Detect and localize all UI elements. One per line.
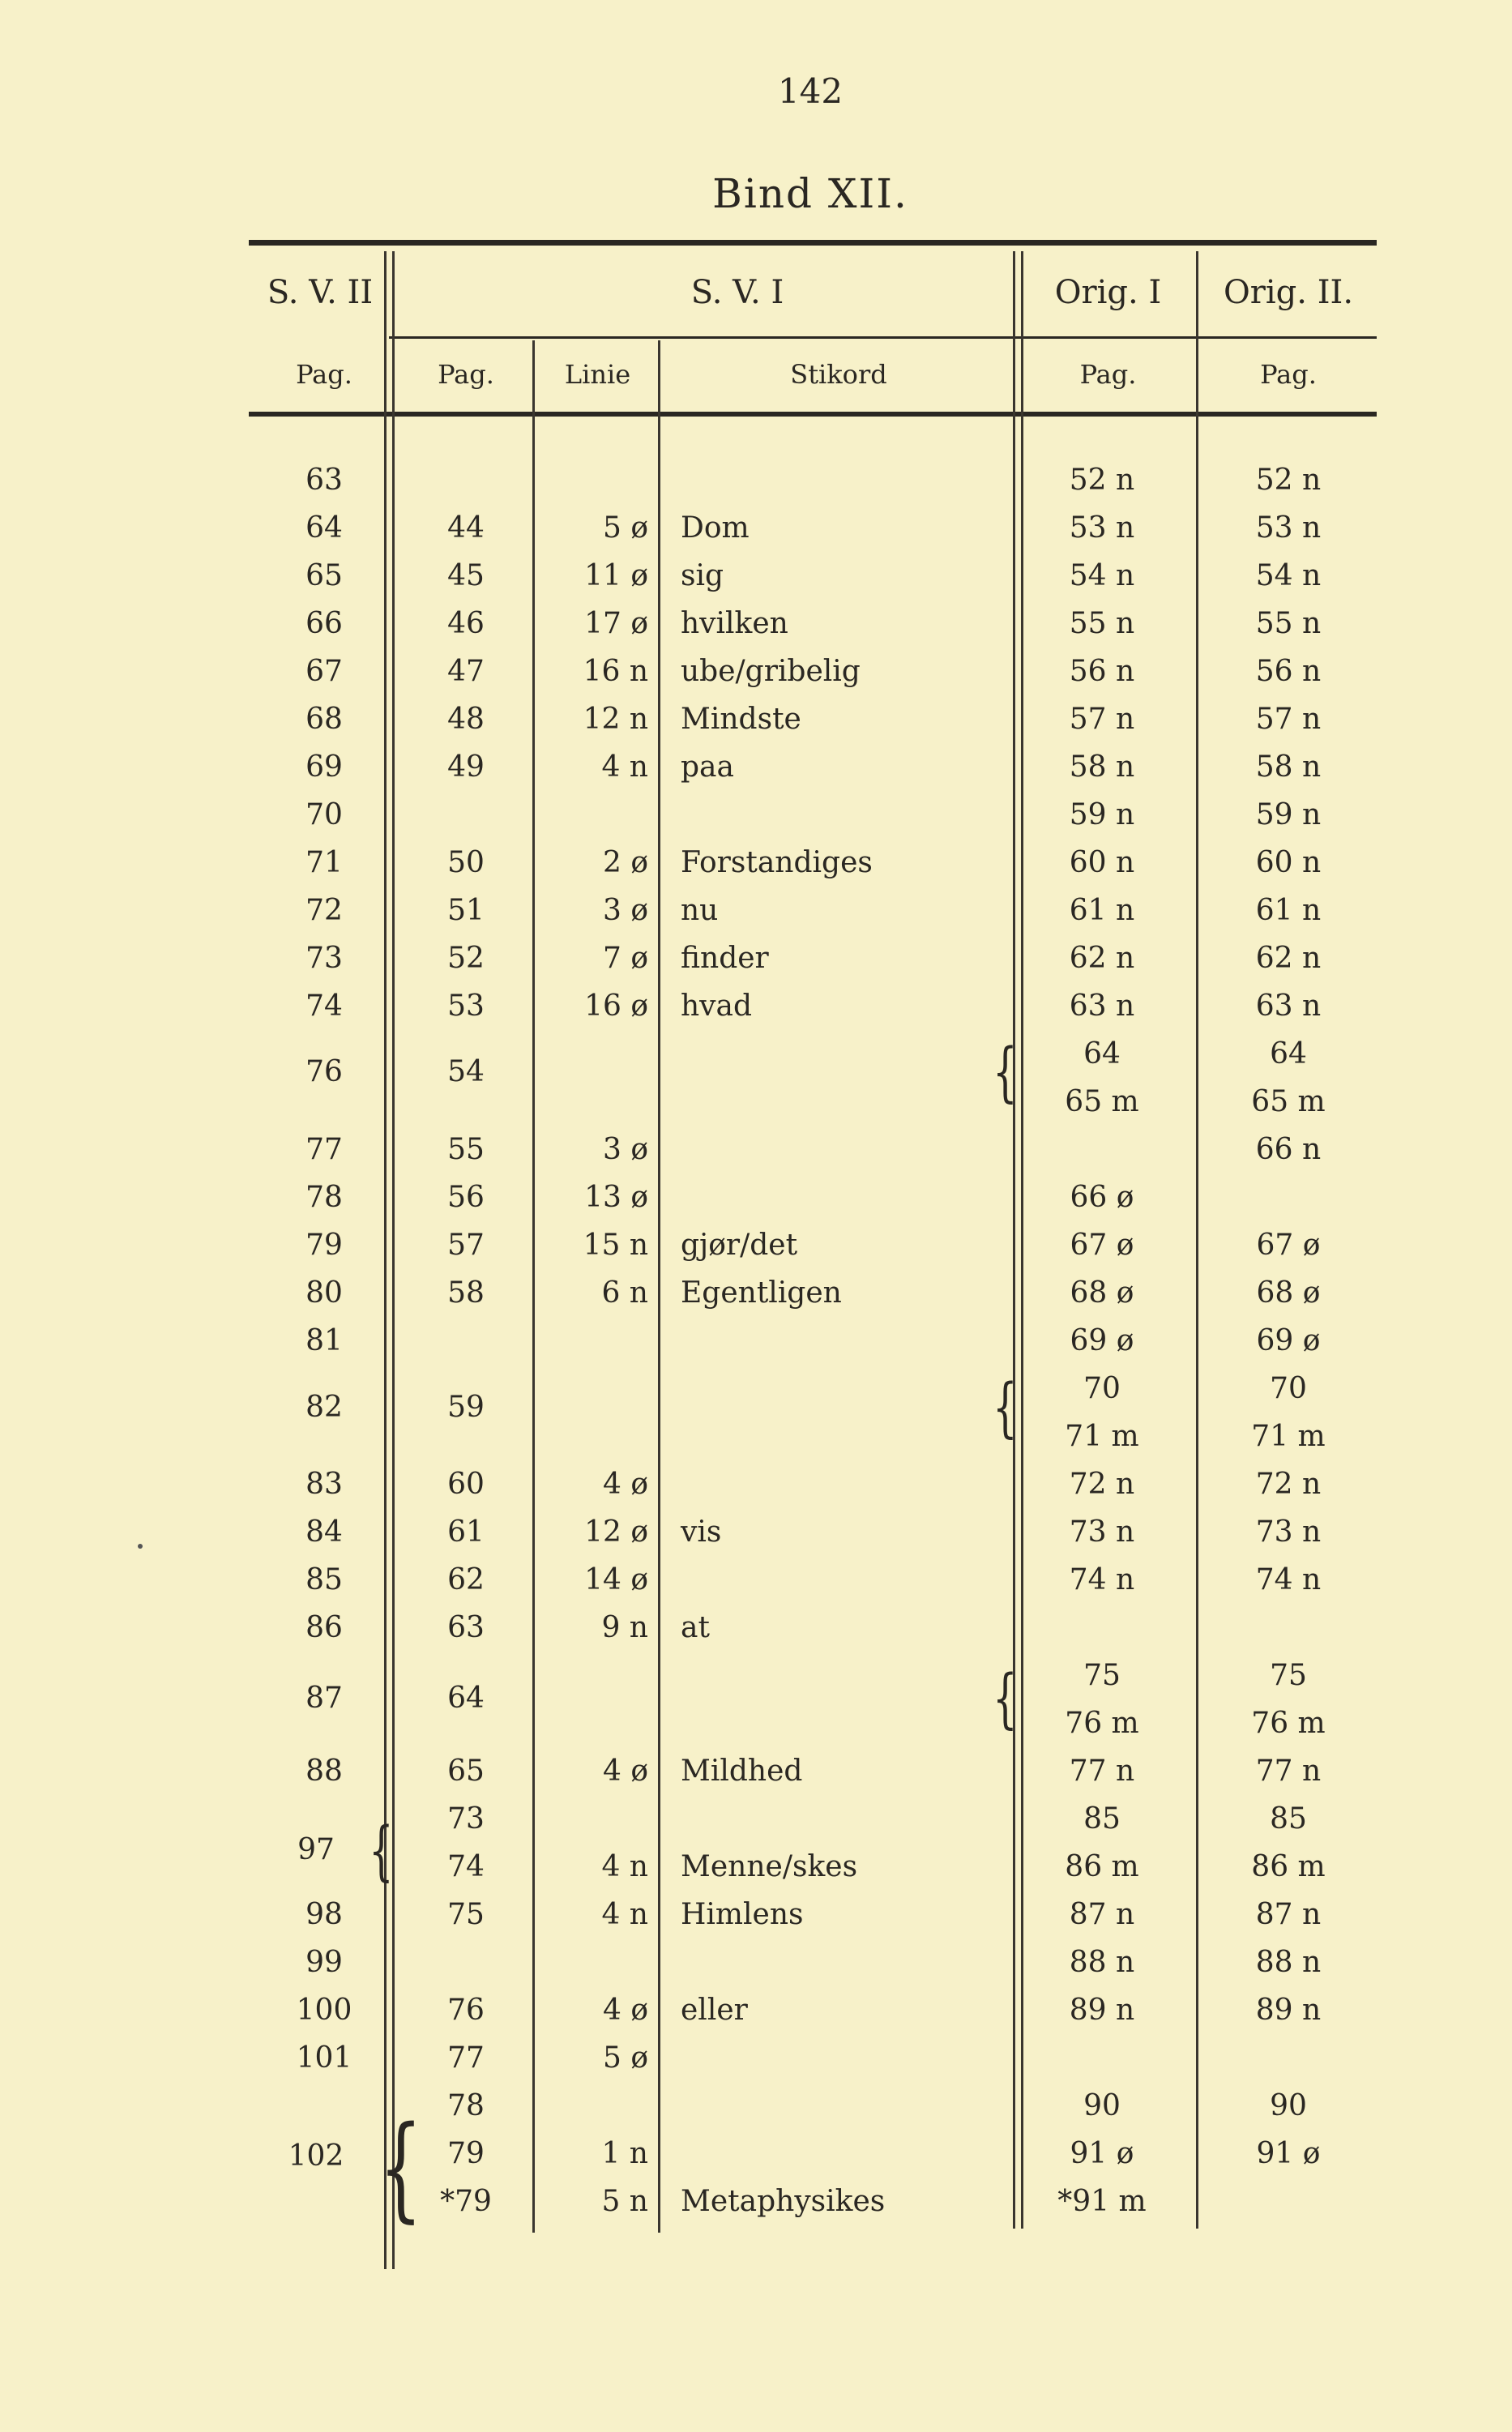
table-cell-linie: 4 n bbox=[601, 750, 648, 784]
subheader-sv2-pag: Pag. bbox=[296, 359, 352, 390]
table-cell-linie: 5 ø bbox=[602, 2041, 648, 2075]
column-divider-linie bbox=[658, 340, 660, 2233]
table-cell-o1: 69 ø bbox=[1070, 1324, 1134, 1357]
column-divider-orig2 bbox=[1196, 251, 1198, 2229]
table-cell-pag: 73 bbox=[447, 1802, 485, 1836]
table-cell-o1: 90 bbox=[1083, 2089, 1121, 2122]
table-cell-linie: 4 n bbox=[601, 1850, 648, 1883]
table-cell-sv2: 99 bbox=[305, 1946, 343, 1979]
table-cell-linie: 3 ø bbox=[602, 1133, 648, 1166]
table-cell-o2: 77 n bbox=[1255, 1755, 1322, 1788]
table-cell-pag: 51 bbox=[447, 894, 485, 927]
table-cell-o1: 73 n bbox=[1069, 1515, 1135, 1549]
table-cell-sv2: 98 bbox=[305, 1898, 343, 1931]
table-cell-o2: 88 n bbox=[1255, 1946, 1322, 1979]
subheader-orig2-pag: Pag. bbox=[1260, 359, 1317, 390]
table-cell-stikord: finder bbox=[681, 942, 769, 975]
table-cell-pag: 63 bbox=[447, 1611, 485, 1644]
table-cell-o1: 86 m bbox=[1065, 1850, 1139, 1883]
table-cell-linie: 13 ø bbox=[584, 1181, 648, 1214]
table-cell-stikord: vis bbox=[681, 1515, 722, 1549]
table-cell-o2: 86 m bbox=[1251, 1850, 1326, 1883]
table-cell-o2: 65 m bbox=[1251, 1085, 1326, 1118]
page-heading: Bind XII. bbox=[712, 170, 908, 217]
merged-sv2: 82 bbox=[305, 1391, 343, 1424]
table-cell-pag: 47 bbox=[447, 655, 485, 688]
table-cell-linie: 3 ø bbox=[602, 894, 648, 927]
table-cell-sv2: 74 bbox=[305, 989, 343, 1023]
table-header-divider bbox=[389, 336, 1377, 339]
table-cell-pag: 46 bbox=[447, 607, 485, 640]
merged-sv2: 102 bbox=[288, 2139, 344, 2173]
table-top-rule bbox=[249, 240, 1377, 246]
table-cell-linie: 4 n bbox=[601, 1898, 648, 1931]
table-cell-o1: 59 n bbox=[1069, 798, 1135, 831]
table-cell-stikord: Dom bbox=[681, 511, 750, 545]
table-cell-linie: 5 n bbox=[601, 2185, 648, 2218]
table-cell-o2: 76 m bbox=[1251, 1707, 1326, 1740]
column-divider-orig1 bbox=[1013, 251, 1015, 2229]
table-cell-sv2: 73 bbox=[305, 942, 343, 975]
table-cell-o1: 91 ø bbox=[1070, 2137, 1134, 2170]
table-cell-o1: 57 n bbox=[1069, 703, 1135, 736]
table-cell-pag: 77 bbox=[447, 2041, 485, 2075]
table-cell-stikord: Mildhed bbox=[681, 1755, 803, 1788]
table-cell-linie: 2 ø bbox=[602, 846, 648, 879]
table-cell-sv2: 69 bbox=[305, 750, 343, 784]
table-cell-o2: 53 n bbox=[1255, 511, 1322, 545]
table-cell-o1: 60 n bbox=[1069, 846, 1135, 879]
table-cell-o2: 87 n bbox=[1255, 1898, 1322, 1931]
table-cell-linie: 11 ø bbox=[584, 559, 648, 592]
table-cell-o1: 54 n bbox=[1069, 559, 1135, 592]
table-cell-stikord: hvad bbox=[681, 989, 753, 1023]
table-cell-sv2: 77 bbox=[305, 1133, 343, 1166]
column-divider-sv2-double bbox=[392, 251, 395, 2269]
table-cell-o1: *91 m bbox=[1057, 2185, 1147, 2218]
table-cell-linie: 16 ø bbox=[584, 989, 648, 1023]
table-cell-o1: 55 n bbox=[1069, 607, 1135, 640]
table-cell-o2: 63 n bbox=[1255, 989, 1322, 1023]
column-divider-pag bbox=[532, 340, 535, 2233]
table-cell-stikord: nu bbox=[681, 894, 719, 927]
table-cell-pag: 48 bbox=[447, 703, 485, 736]
table-cell-o1: 85 bbox=[1083, 1802, 1121, 1836]
table-cell-pag: 65 bbox=[447, 1755, 485, 1788]
table-cell-stikord: eller bbox=[681, 1994, 748, 2027]
table-cell-sv2: 88 bbox=[305, 1755, 343, 1788]
table-cell-pag: 55 bbox=[447, 1133, 485, 1166]
table-cell-o1: 68 ø bbox=[1070, 1276, 1134, 1310]
table-cell-pag: 74 bbox=[447, 1850, 485, 1883]
table-cell-stikord: Menne/skes bbox=[681, 1850, 858, 1883]
table-cell-sv2: 79 bbox=[305, 1229, 343, 1262]
table-cell-o2: 66 n bbox=[1255, 1133, 1322, 1166]
table-cell-pag: 79 bbox=[447, 2137, 485, 2170]
header-sv2: S. V. II bbox=[267, 274, 374, 311]
table-cell-sv2: 86 bbox=[305, 1611, 343, 1644]
table-cell-pag: 78 bbox=[447, 2089, 485, 2122]
table-cell-linie: 4 ø bbox=[602, 1994, 648, 2027]
table-cell-sv2: 84 bbox=[305, 1515, 343, 1549]
table-cell-stikord: paa bbox=[681, 750, 734, 784]
table-cell-pag: 75 bbox=[447, 1898, 485, 1931]
table-cell-sv2: 65 bbox=[305, 559, 343, 592]
table-cell-sv2: 71 bbox=[305, 846, 343, 879]
table-cell-sv2: 78 bbox=[305, 1181, 343, 1214]
table-cell-sv2: 70 bbox=[305, 798, 343, 831]
table-cell-pag: 76 bbox=[447, 1994, 485, 2027]
table-cell-o2: 72 n bbox=[1255, 1468, 1322, 1501]
table-cell-linie: 12 n bbox=[583, 703, 648, 736]
table-cell-o2: 58 n bbox=[1255, 750, 1322, 784]
table-cell-o1: 74 n bbox=[1069, 1563, 1135, 1596]
table-cell-o2: 60 n bbox=[1255, 846, 1322, 879]
table-cell-o1: 52 n bbox=[1069, 464, 1135, 497]
table-cell-o2: 57 n bbox=[1255, 703, 1322, 736]
column-divider-sv2 bbox=[384, 251, 387, 2269]
table-cell-pag: *79 bbox=[440, 2185, 492, 2218]
table-cell-pag: 50 bbox=[447, 846, 485, 879]
table-cell-pag: 61 bbox=[447, 1515, 485, 1549]
brace-group: { bbox=[993, 1370, 1018, 1445]
table-cell-linie: 15 n bbox=[583, 1229, 648, 1262]
table-cell-sv2: 81 bbox=[305, 1324, 343, 1357]
table-cell-stikord: gjør/det bbox=[681, 1229, 798, 1262]
table-cell-o2: 55 n bbox=[1255, 607, 1322, 640]
table-cell-o1: 58 n bbox=[1069, 750, 1135, 784]
merged-sv2: 76 bbox=[305, 1055, 343, 1088]
table-cell-pag: 53 bbox=[447, 989, 485, 1023]
table-cell-o2: 89 n bbox=[1255, 1994, 1322, 2027]
table-cell-sv2: 67 bbox=[305, 655, 343, 688]
table-cell-stikord: sig bbox=[681, 559, 724, 592]
table-cell-o2: 56 n bbox=[1255, 655, 1322, 688]
table-cell-stikord: ube/gribelig bbox=[681, 655, 861, 688]
column-divider-orig1-double bbox=[1021, 251, 1023, 2229]
table-cell-o1: 89 n bbox=[1069, 1994, 1135, 2027]
table-cell-linie: 1 n bbox=[601, 2137, 648, 2170]
subheader-orig1-pag: Pag. bbox=[1079, 359, 1137, 390]
table-cell-sv2: 100 bbox=[296, 1994, 352, 2027]
table-cell-o2: 54 n bbox=[1255, 559, 1322, 592]
table-cell-pag: 49 bbox=[447, 750, 485, 784]
table-cell-linie: 4 ø bbox=[602, 1755, 648, 1788]
merged-pag: 59 bbox=[447, 1391, 485, 1424]
table-cell-sv2: 83 bbox=[305, 1468, 343, 1501]
subheader-sv1-pag: Pag. bbox=[438, 359, 494, 390]
header-orig2: Orig. II. bbox=[1223, 274, 1354, 311]
table-cell-stikord: Forstandiges bbox=[681, 846, 873, 879]
table-cell-linie: 14 ø bbox=[584, 1563, 648, 1596]
brace-group: { bbox=[378, 2102, 423, 2234]
merged-sv2: 87 bbox=[305, 1682, 343, 1715]
subheader-linie: Linie bbox=[564, 359, 631, 390]
table-cell-o2: 67 ø bbox=[1256, 1229, 1321, 1262]
table-cell-pag: 60 bbox=[447, 1468, 485, 1501]
table-cell-o2: 69 ø bbox=[1256, 1324, 1321, 1357]
table-cell-linie: 4 ø bbox=[602, 1468, 648, 1501]
table-cell-o2: 62 n bbox=[1255, 942, 1322, 975]
merged-sv2: 97 bbox=[297, 1833, 335, 1866]
table-cell-sv2: 64 bbox=[305, 511, 343, 545]
table-cell-o2: 91 ø bbox=[1256, 2137, 1321, 2170]
page-number: 142 bbox=[777, 71, 844, 111]
table-cell-linie: 7 ø bbox=[602, 942, 648, 975]
table-cell-linie: 12 ø bbox=[584, 1515, 648, 1549]
table-cell-stikord: Mindste bbox=[681, 703, 801, 736]
table-cell-o2: 61 n bbox=[1255, 894, 1322, 927]
table-cell-o1: 72 n bbox=[1069, 1468, 1135, 1501]
paper-speck bbox=[138, 1544, 143, 1549]
table-cell-stikord: Himlens bbox=[681, 1898, 804, 1931]
table-cell-sv2: 72 bbox=[305, 894, 343, 927]
table-cell-o1: 53 n bbox=[1069, 511, 1135, 545]
table-cell-o1: 67 ø bbox=[1070, 1229, 1134, 1262]
brace-group: { bbox=[369, 1813, 394, 1888]
table-cell-o1: 71 m bbox=[1065, 1420, 1139, 1453]
table-cell-o1: 65 m bbox=[1065, 1085, 1139, 1118]
table-cell-o1: 62 n bbox=[1069, 942, 1135, 975]
table-cell-o2: 70 bbox=[1270, 1372, 1307, 1405]
table-cell-pag: 58 bbox=[447, 1276, 485, 1310]
table-cell-o2: 52 n bbox=[1255, 464, 1322, 497]
table-cell-o2: 64 bbox=[1270, 1037, 1307, 1071]
table-cell-o2: 59 n bbox=[1255, 798, 1322, 831]
table-cell-o1: 63 n bbox=[1069, 989, 1135, 1023]
table-cell-o2: 68 ø bbox=[1256, 1276, 1321, 1310]
table-cell-o2: 75 bbox=[1270, 1659, 1307, 1692]
table-cell-sv2: 85 bbox=[305, 1563, 343, 1596]
table-cell-o2: 74 n bbox=[1255, 1563, 1322, 1596]
header-orig1: Orig. I bbox=[1054, 274, 1162, 311]
table-cell-linie: 17 ø bbox=[584, 607, 648, 640]
table-cell-stikord: Egentligen bbox=[681, 1276, 842, 1310]
table-cell-o2: 73 n bbox=[1255, 1515, 1322, 1549]
table-cell-sv2: 101 bbox=[296, 2041, 352, 2075]
table-cell-linie: 6 n bbox=[601, 1276, 648, 1310]
table-cell-pag: 44 bbox=[447, 511, 485, 545]
table-cell-linie: 5 ø bbox=[602, 511, 648, 545]
table-cell-linie: 9 n bbox=[601, 1611, 648, 1644]
table-cell-pag: 56 bbox=[447, 1181, 485, 1214]
table-cell-o1: 88 n bbox=[1069, 1946, 1135, 1979]
table-cell-o1: 76 m bbox=[1065, 1707, 1139, 1740]
brace-group: { bbox=[993, 1034, 1018, 1109]
table-cell-stikord: hvilken bbox=[681, 607, 788, 640]
table-cell-stikord: at bbox=[681, 1611, 710, 1644]
table-cell-o1: 70 bbox=[1083, 1372, 1121, 1405]
table-cell-o2: 90 bbox=[1270, 2089, 1307, 2122]
table-cell-pag: 57 bbox=[447, 1229, 485, 1262]
table-cell-sv2: 66 bbox=[305, 607, 343, 640]
table-cell-sv2: 63 bbox=[305, 464, 343, 497]
merged-pag: 54 bbox=[447, 1055, 485, 1088]
table-cell-pag: 45 bbox=[447, 559, 485, 592]
table-cell-o1: 75 bbox=[1083, 1659, 1121, 1692]
table-cell-pag: 52 bbox=[447, 942, 485, 975]
table-cell-o1: 77 n bbox=[1069, 1755, 1135, 1788]
table-cell-o1: 66 ø bbox=[1070, 1181, 1134, 1214]
table-cell-o1: 87 n bbox=[1069, 1898, 1135, 1931]
table-cell-o2: 85 bbox=[1270, 1802, 1307, 1836]
table-cell-o1: 64 bbox=[1083, 1037, 1121, 1071]
merged-pag: 64 bbox=[447, 1682, 485, 1715]
table-cell-o2: 71 m bbox=[1251, 1420, 1326, 1453]
table-cell-sv2: 68 bbox=[305, 703, 343, 736]
table-cell-pag: 62 bbox=[447, 1563, 485, 1596]
brace-group: { bbox=[993, 1661, 1018, 1736]
table-cell-sv2: 80 bbox=[305, 1276, 343, 1310]
subheader-stikord: Stikord bbox=[790, 359, 887, 390]
header-sv1: S. V. I bbox=[690, 274, 784, 311]
table-cell-o1: 56 n bbox=[1069, 655, 1135, 688]
table-header-bottom-rule bbox=[249, 412, 1377, 417]
table-cell-linie: 16 n bbox=[583, 655, 648, 688]
table-cell-stikord: Metaphysikes bbox=[681, 2185, 886, 2218]
table-cell-o1: 61 n bbox=[1069, 894, 1135, 927]
